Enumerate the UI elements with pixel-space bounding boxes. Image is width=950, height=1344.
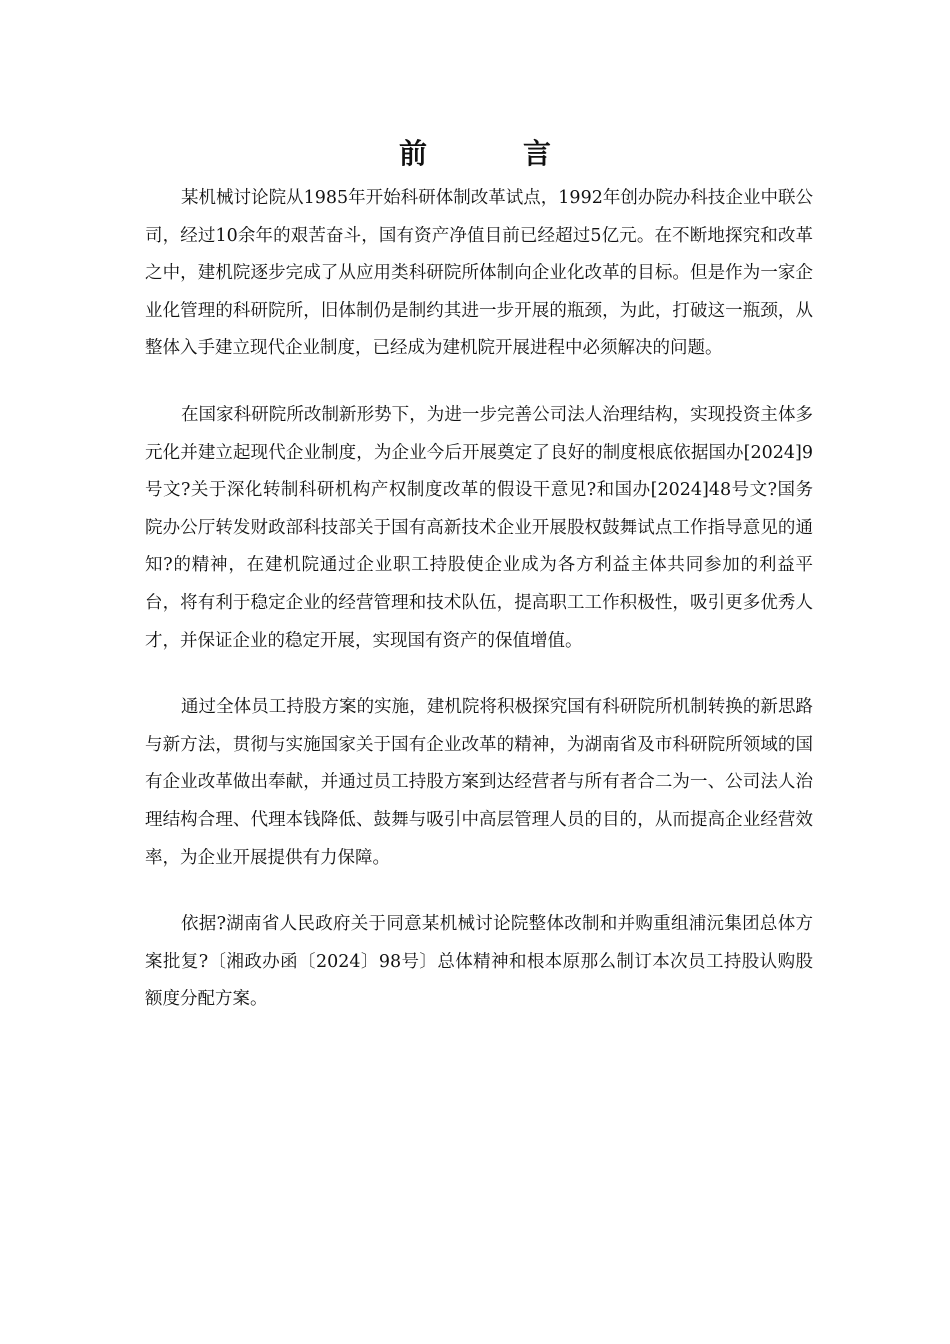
- paragraph-3: 通过全体员工持股方案的实施，建机院将积极探究国有科研院所机制转换的新思路与新方法，贯彻与实施国家关于国有企业改革的精神，为湖南省及市科研院所领域的国有企业改革做出奉献，并通过员工持股方案到达经营者与所有者合二为一、公司法人治理结构合理、代理本钱降低、鼓舞与吸引中高层管理人员的目的，从而提高企业经营效率，为企业开展提供有力保障。: [145, 697, 813, 868]
- paragraph-4: 依据?湖南省人民政府关于同意某机械讨论院整体改制和并购重组浦沅集团总体方案批复?〔湘政办函〔2024〕98号〕总体精神和根本原那么制订本次员工持股认购股额度分配方案。: [145, 914, 813, 1010]
- paragraph-2: 在国家科研院所改制新形势下，为进一步完善公司法人治理结构，实现投资主体多元化并建立起现代企业制度，为企业今后开展奠定了良好的制度根底依据国办[2024]9号文?关于深化转制科研机构产权制度改革的假设干意见?和国办[2024]48号文?国务院办公厅转发财政部科技部关于国有高新技术企业开展股权鼓舞试点工作指导意见的通知?的精神，在建机院通过企业职工持股使企业成为各方利益主体共同参加的利益平台，将有利于稳定企业的经营管理和技术队伍，提高职工工作积极性，吸引更多优秀人才，并保证企业的稳定开展，实现国有资产的保值增值。: [145, 404, 813, 651]
- body-text: [145, 180, 813, 1019]
- paragraph-1: 某机械讨论院从1985年开始科研体制改革试点，1992年创办院办科技企业中联公司，经过10余年的艰苦奋斗，国有资产净值目前已经超过5亿元。在不断地探究和改革之中，建机院逐步完成了从应用类科研院所体制向企业化改革的目标。但是作为一家企业化管理的科研院所，旧体制仍是制约其进一步开展的瓶颈，为此，打破这一瓶颈，从整体入手建立现代企业制度，已经成为建机院开展进程中必须解决的问题。: [145, 188, 813, 359]
- page-title: 前 言: [398, 136, 585, 170]
